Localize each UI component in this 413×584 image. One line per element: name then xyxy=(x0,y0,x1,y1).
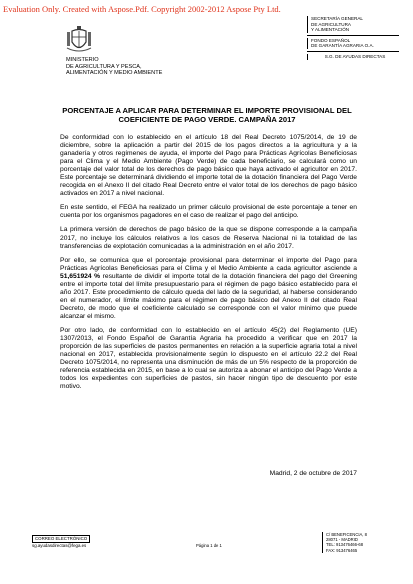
paragraph: De conformidad con lo establecido en el artículo 18 del Real Decreto 1075/2014, de 19 de diciembre, sobre la aplicación a partir del 2015 de los pagos directos a la agricultura y a la ganadería y otros regímenes de ayuda, el importe del Pago para Prácticas Agrícolas Beneficiosas para el Clima y el Medio Ambiente (Pago Verde) de cada beneficiario, se calculará como un porcentaje del valor total de los derechos de pago básico que haya activado el agricultor en 2017. Este porcentaje se determinará dividiendo el importe total de la dotación financiera del Pago Verde recogida en el Anexo II del citado Real Decreto entre el valor total de los derechos de pago básico activados en 2017 a nivel nacional. xyxy=(60,134,357,198)
address-line: 28071 - MADRID xyxy=(326,537,358,543)
document-body xyxy=(60,134,357,397)
document-date: Madrid, 2 de octubre de 2017 xyxy=(269,470,357,477)
paragraph: Por otro lado, de conformidad con lo establecido en el artículo 45(2) del Reglamento (UE) 1307/2013, el Fondo Español de Garantía Agraria ha procedido a verificar que en 2017 la proporción de las superficies de pastos permanentes en relación a la superficie agraria total a nivel nacional en 2017, establecida provisionalmente según lo dispuesto en el artículo 22.2 del Real Decreto 1075/2014, no representa una disminución de más de un 5% respecto de la proporción de referencia establecida en 2015, en base a lo cual se autoriza a abonar el anticipo del Pago Verde a todos los expedientes con superficies de pastos, sin hacer ningún tipo de descuento por este motivo. xyxy=(60,326,357,391)
ministry-line-1: MINISTERIO xyxy=(66,57,99,63)
footer-address xyxy=(322,532,367,553)
department-line: DE GARANTÍA AGRARIA O.A. xyxy=(311,43,374,49)
paragraph-text: Por ello, se comunica que el porcentaje provisional para determinar el importe del Pago para Prácticas Agrícolas Beneficiosas para el Clima y el Medio Ambiente a cada agricultor asciende a xyxy=(60,256,357,272)
ministry-line-3: ALIMENTACIÓN Y MEDIO AMBIENTE xyxy=(66,70,163,77)
department-line: Y ALIMENTACIÓN xyxy=(311,27,350,33)
email-link[interactable]: sg.ayudasdirectas@fega.es xyxy=(32,543,87,548)
department-line: S.G. DE AYUDAS DIRECTAS xyxy=(324,53,386,59)
department-line: DE AGRICULTURA xyxy=(311,21,351,27)
paragraph: La primera versión de derechos de pago básico de la que se dispone corresponde a la campaña 2017, no incluye los cálculos relativos a los casos de Reserva Nacional ni la totalidad de las transferencias de explotación comunicadas a la administración en el año 2017. xyxy=(60,226,357,250)
address-line: C/ BENEFICENCIA, 8 xyxy=(326,532,367,537)
paragraph-percentage xyxy=(60,257,357,321)
title-line-2: COEFICIENTE DE PAGO VERDE. CAMPAÑA 2017 xyxy=(118,115,296,124)
ministry-line-2: DE AGRICULTURA Y PESCA, xyxy=(66,63,142,70)
page-number: Página 1 de 1 xyxy=(196,543,222,548)
address-line: TEL: 913476466-68 xyxy=(326,542,364,548)
department-line: FONDO ESPAÑOL xyxy=(311,37,351,43)
ministry-name xyxy=(66,57,162,77)
percentage-value: 51,651924 % xyxy=(60,272,101,280)
coat-of-arms-icon xyxy=(66,26,92,54)
email-label: CORREO ELECTRÓNICO xyxy=(32,535,90,543)
footer-email xyxy=(32,535,90,549)
paragraph-text: resultante de dividir el importe total de la dotación financiera del pago del Greening entre el importe total del límite presupuestario para el régimen de pago básico establecido para el año 2017. Este procedimiento de cálculo queda del lado de la seguridad, al haberse considerando en el numerador, el límite máximo para el régimen de pago básico del Anexo II del citado Real Decreto, de modo que el coeficiente calculado se corresponde con el valor mínimo que puede alcanzar el mismo. xyxy=(60,272,358,320)
title-line-1: PORCENTAJE A APLICAR PARA DETERMINAR EL IMPORTE PROVISIONAL DEL xyxy=(62,106,352,115)
paragraph: En este sentido, el FEGA ha realizado un primer cálculo provisional de este porcentaje a tener en cuenta por los organismos pagadores en el caso de realizar el pago del anticipo. xyxy=(60,204,357,220)
watermark-text: Evaluation Only. Created with Aspose.Pdf. Copyright 2002-2012 Aspose Pty Ltd. xyxy=(3,4,281,14)
department-box xyxy=(307,16,399,60)
department-line: SECRETARÍA GENERAL xyxy=(311,16,363,21)
address-line: FAX: 913476465 xyxy=(326,547,358,553)
document-title xyxy=(62,106,352,124)
